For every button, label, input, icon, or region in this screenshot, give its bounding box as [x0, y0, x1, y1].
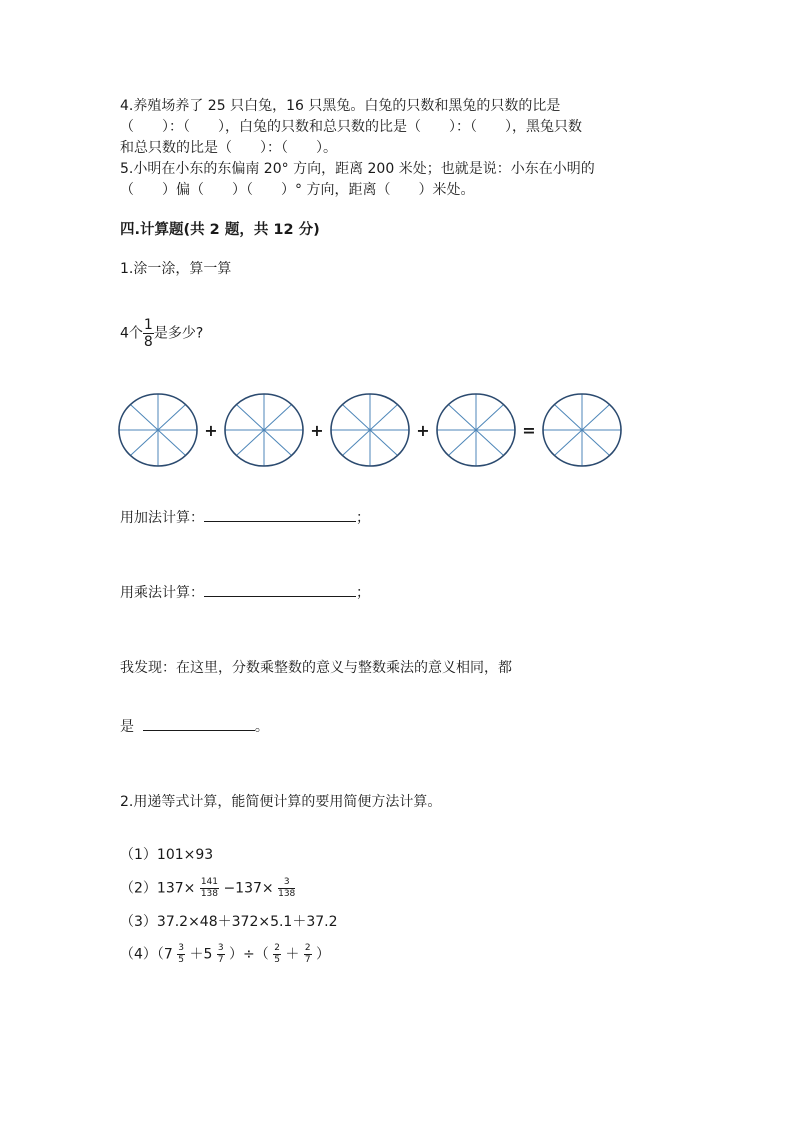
q1-mul-row — [120, 582, 370, 603]
circle-spoke — [236, 405, 264, 430]
q2-p4-frac-a-num: 3 — [178, 943, 185, 953]
q2-p4-plus1: ＋5 — [189, 946, 213, 963]
fraction-circle[interactable] — [225, 394, 303, 466]
circle-spoke — [476, 430, 504, 455]
plus-sign: + — [310, 421, 324, 440]
q2-problem-3: （3）37.2×48＋372×5.1＋37.2 — [120, 914, 338, 930]
q1-prompt — [120, 318, 203, 349]
q2-p2-frac1 — [200, 878, 219, 899]
q2-title: 2.用递等式计算，能简便计算的要用简便方法计算。 — [120, 794, 442, 810]
circle-spoke — [130, 405, 158, 430]
circle-spoke — [370, 430, 398, 455]
q3-item4-line2: （ ）：（ ），白兔的只数和总只数的比是（ ）：（ ），黑兔只数 — [120, 119, 582, 135]
q2-p2-label: （2）137× — [120, 880, 196, 897]
q1-fraction-den: 8 — [143, 334, 153, 350]
q2-p2-frac1-num: 141 — [200, 877, 218, 887]
circle-spoke — [158, 405, 186, 430]
q1-prompt-suffix: 是多少? — [153, 325, 204, 342]
q2-p4-frac-d-den: 7 — [304, 955, 311, 965]
circle-spoke — [476, 405, 504, 430]
q2-p4-frac-a-den: 5 — [178, 955, 185, 965]
circle-spoke — [264, 405, 292, 430]
circle-spoke — [236, 430, 264, 455]
q1-mul-end: ； — [356, 585, 370, 601]
q3-item5-line2: （ ）偏（ ）（ ）° 方向，距离（ ）米处。 — [120, 182, 475, 198]
q2-p4-frac-b-num: 3 — [217, 943, 224, 953]
q2-problem-4 — [120, 944, 330, 965]
circle-spoke — [554, 430, 582, 455]
q3-item4-line1: 4.养殖场养了 25 只白兔，16 只黑兔。白兔的只数和黑兔的只数的比是 — [120, 98, 561, 114]
q1-fraction-num: 1 — [143, 317, 153, 333]
circle-spoke — [342, 430, 370, 455]
q2-p2-mid: −137× — [223, 880, 274, 897]
q1-finding: 我发现：在这里，分数乘整数的意义与整数乘法的意义相同，都 — [120, 660, 512, 676]
q1-finding-blank[interactable] — [143, 716, 255, 731]
circle-spoke — [130, 430, 158, 455]
q1-add-end: ； — [356, 510, 370, 526]
q1-title: 1.涂一涂，算一算 — [120, 261, 232, 277]
q2-p4-frac-c — [273, 944, 281, 965]
q3-item5-line1: 5.小明在小东的东偏南 20° 方向，距离 200 米处；也就是说：小东在小明的 — [120, 161, 595, 177]
q2-p4-frac-c-num: 2 — [274, 943, 280, 953]
q1-mul-blank[interactable] — [204, 582, 356, 597]
q1-add-label: 用加法计算： — [120, 510, 204, 526]
circle-spoke — [370, 405, 398, 430]
q1-prompt-prefix: 4个 — [120, 325, 143, 342]
circle-spoke — [448, 430, 476, 455]
circle-spoke — [582, 430, 610, 455]
q2-p4-frac-b — [217, 944, 225, 965]
fraction-circle[interactable] — [119, 394, 197, 466]
q2-p4-frac-b-den: 7 — [217, 955, 224, 965]
q1-finding2-prefix: 是 — [120, 719, 134, 735]
fraction-circles-row — [118, 392, 638, 472]
plus-sign: + — [204, 421, 218, 440]
q1-finding2-row — [120, 716, 269, 737]
fraction-circle[interactable] — [437, 394, 515, 466]
q2-p2-frac2 — [278, 878, 295, 899]
circle-spoke — [158, 430, 186, 455]
q1-add-row — [120, 507, 370, 528]
q2-p4-frac-d — [304, 944, 312, 965]
q2-p4-frac-c-den: 5 — [274, 955, 280, 965]
equals-sign: = — [522, 421, 536, 440]
plus-sign: + — [416, 421, 430, 440]
q2-problem-2 — [120, 878, 295, 899]
q1-fraction — [143, 318, 154, 349]
q2-p2-frac2-den: 138 — [278, 889, 296, 899]
q3-item4-line3: 和总只数的比是（ ）：（ ）。 — [120, 140, 337, 156]
q2-p4-label: （4）（7 — [120, 946, 173, 963]
q2-p4-close-div: ）÷（ — [229, 946, 269, 963]
circle-spoke — [264, 430, 292, 455]
q2-p2-frac2-num: 3 — [278, 878, 295, 889]
circle-spoke — [582, 405, 610, 430]
q1-finding2-end: 。 — [254, 719, 269, 735]
circle-spoke — [554, 405, 582, 430]
fraction-circle[interactable] — [331, 394, 409, 466]
q2-p4-frac-d-num: 2 — [304, 943, 311, 953]
q2-p2-frac1-den: 138 — [200, 889, 218, 899]
q2-p4-close: ） — [316, 946, 331, 963]
q2-problem-1: （1）101×93 — [120, 847, 214, 863]
q2-p4-plus2: ＋ — [285, 946, 300, 963]
section4-heading: 四.计算题(共 2 题，共 12 分) — [120, 222, 320, 238]
q2-p4-frac-a — [177, 944, 185, 965]
q1-mul-label: 用乘法计算： — [120, 585, 204, 601]
circle-spoke — [448, 405, 476, 430]
q1-add-blank[interactable] — [204, 507, 356, 522]
fraction-circle[interactable] — [543, 394, 621, 466]
circle-spoke — [342, 405, 370, 430]
